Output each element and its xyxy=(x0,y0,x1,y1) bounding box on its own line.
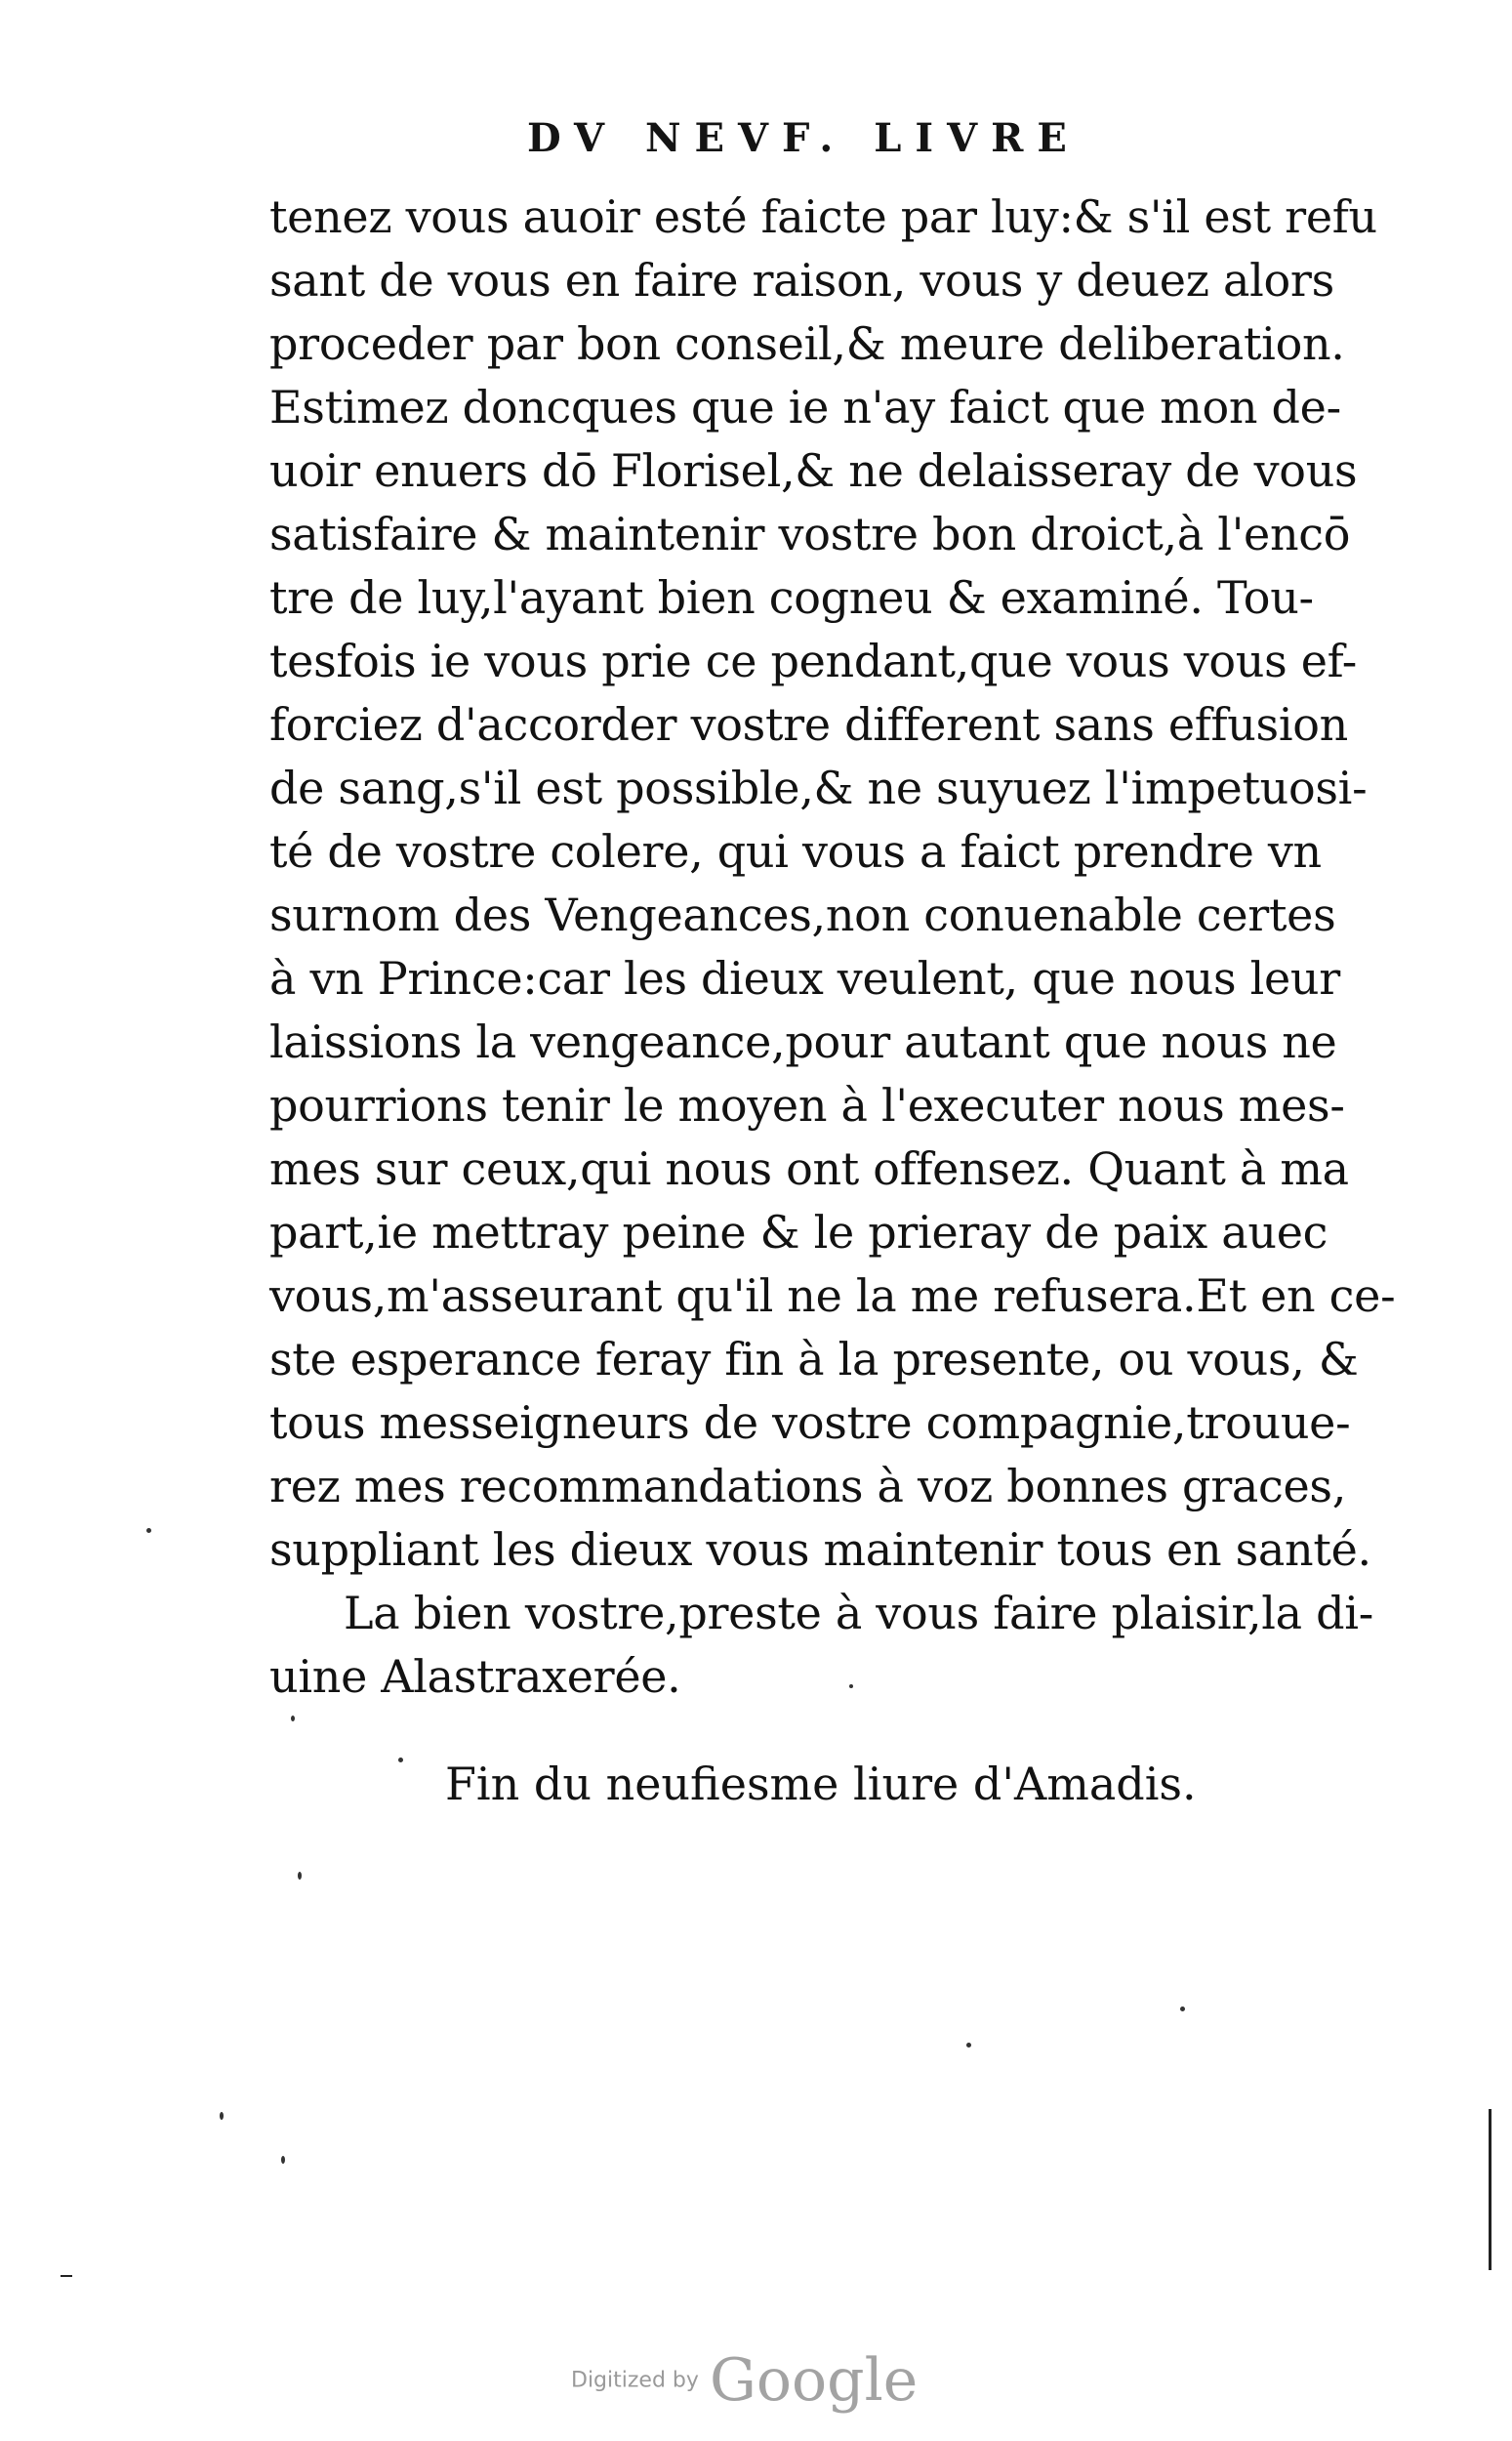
scan-speck xyxy=(291,1716,295,1721)
text-line: suppliant les dieux vous maintenir tous en santé. xyxy=(269,1523,1371,1576)
text-line: sant de vous en faire raison, vous y deuez alors xyxy=(269,254,1334,307)
text-line: proceder par bon conseil,& meure deliberation. xyxy=(269,317,1345,370)
edge-mark xyxy=(61,2275,72,2277)
text-line: à vn Prince:car les dieux veulent, que nous leur xyxy=(269,952,1340,1005)
text-line: tre de luy,l'ayant bien cogneu & examiné. Tou- xyxy=(269,571,1314,624)
text-line: vous,m'asseurant qu'il ne la me refusera.Et en ce- xyxy=(269,1269,1396,1322)
text-line: part,ie mettray peine & le prieray de paix auec xyxy=(269,1206,1328,1259)
book-explicit: Fin du neufiesme liure d'Amadis. xyxy=(445,1758,1197,1810)
text-line: tenez vous auoir esté faicte par luy:& s'il est refu xyxy=(269,190,1377,243)
text-line: tous messeigneurs de vostre compagnie,trouue- xyxy=(269,1396,1351,1449)
scan-speck xyxy=(398,1758,403,1762)
text-line: tesfois ie vous prie ce pendant,que vous vous ef- xyxy=(269,635,1358,687)
text-line: laissions la vengeance,pour autant que nous ne xyxy=(269,1015,1337,1068)
scan-speck xyxy=(146,1528,151,1533)
text-line: forciez d'accorder vostre different sans effusion xyxy=(269,698,1348,751)
scan-speck xyxy=(281,2156,285,2164)
scan-speck xyxy=(1180,2007,1185,2011)
digitization-watermark xyxy=(571,2346,918,2415)
page-edge-line xyxy=(1489,2109,1492,2270)
text-line: Estimez doncques que ie n'ay faict que mon de- xyxy=(269,381,1341,434)
text-line: uoir enuers dō Florisel,& ne delaisseray de vous xyxy=(269,444,1358,497)
text-line: surnom des Vengeances,non conuenable certes xyxy=(269,889,1336,941)
text-line: mes sur ceux,qui nous ont offensez. Quant à ma xyxy=(269,1142,1349,1195)
closing-line: La bien vostre,preste à vous faire plaisir,la di- xyxy=(344,1587,1373,1639)
letter-body xyxy=(269,186,1396,1709)
google-logo: Google xyxy=(710,2346,919,2415)
closing-line: uine Alastraxerée. xyxy=(269,1650,681,1703)
text-line: pourrions tenir le moyen à l'executer nous mes- xyxy=(269,1079,1345,1132)
scan-speck xyxy=(298,1872,302,1880)
text-line: de sang,s'il est possible,& ne suyuez l'impetuosi- xyxy=(269,762,1368,814)
text-line: té de vostre colere, qui vous a faict prendre vn xyxy=(269,825,1322,878)
scan-speck xyxy=(849,1684,853,1688)
scan-speck xyxy=(966,2043,971,2048)
running-title: DV NEVF. LIVRE xyxy=(527,115,1081,161)
text-line: ste esperance feray fin à la presente, ou vous, & xyxy=(269,1333,1359,1386)
text-line: rez mes recommandations à voz bonnes graces, xyxy=(269,1460,1347,1512)
text-line: satisfaire & maintenir vostre bon droict,à l'encō xyxy=(269,508,1351,560)
scan-speck xyxy=(220,2112,224,2120)
watermark-prefix: Digitized by xyxy=(571,2368,699,2393)
